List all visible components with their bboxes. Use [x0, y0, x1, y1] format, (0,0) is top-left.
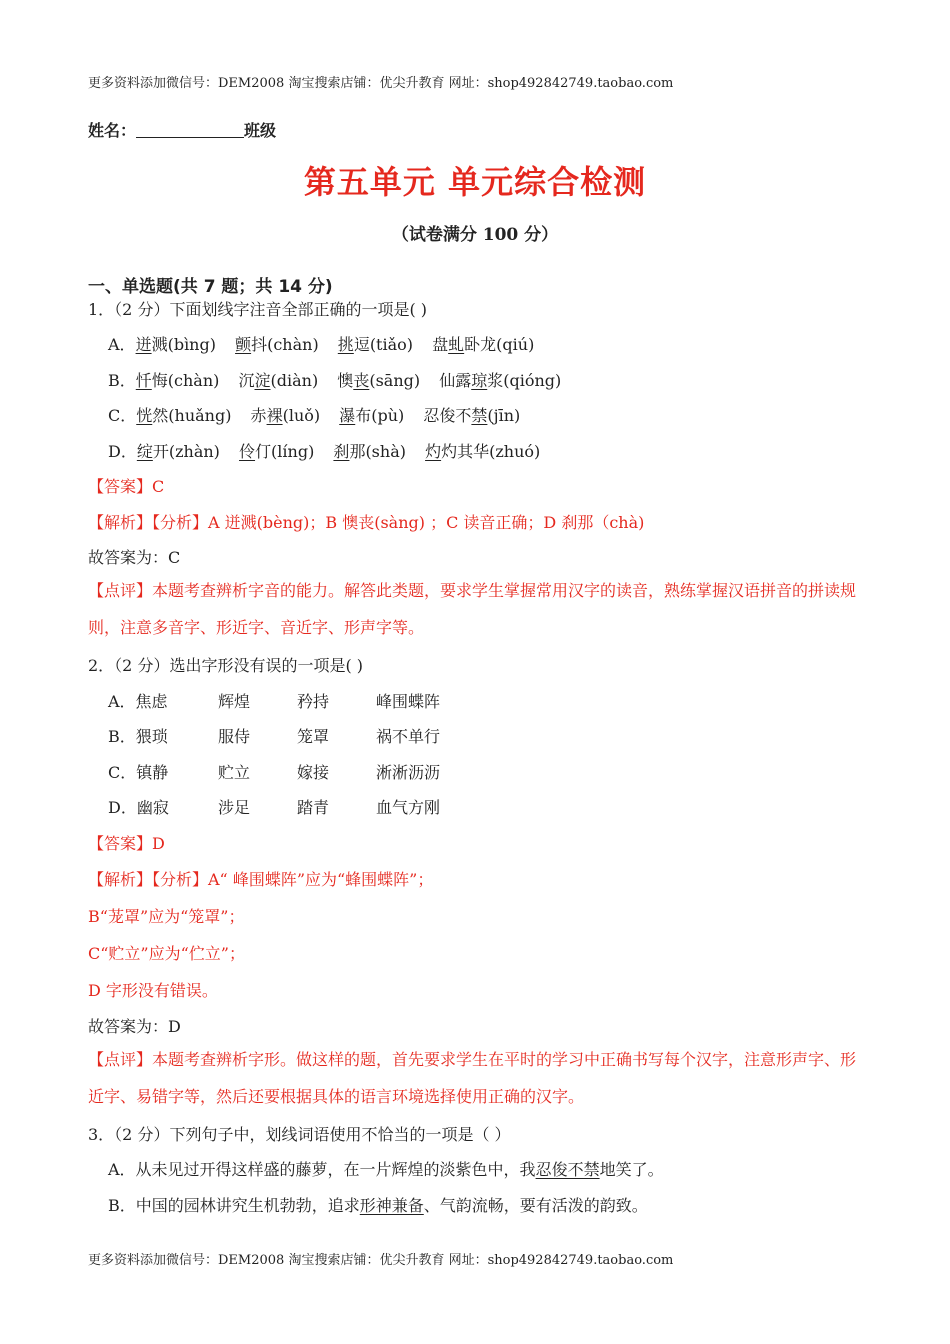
page-footer: 更多资料添加微信号：DEM2008 淘宝搜索店铺：优尖升教育 网址：shop492842749.taobao.com	[88, 1253, 674, 1268]
name-blank	[136, 123, 244, 138]
q1-option-d: D．绽开(zhàn) 伶仃(líng) 刹那(shà) 灼灼其华(zhuó)	[108, 442, 541, 461]
q1-answer: 【答案】C	[88, 477, 165, 496]
q1-analysis: 【解析】【分析】A 迸溅(bèng)；B 懊丧(sàng) ；C 读音正确；D 刹那（chà)	[88, 513, 645, 532]
q2-stem: 2．（2 分）选出字形没有误的一项是( )	[88, 656, 364, 675]
class-label: 班级	[244, 121, 277, 140]
name-field	[88, 118, 276, 141]
q1-conclusion: 故答案为：C	[88, 548, 181, 567]
page-subtitle: （试卷满分 100 分）	[391, 225, 559, 245]
q1-option-a: A．迸溅(bìng) 颤抖(chàn) 挑逗(tiǎo) 盘虬卧龙(qiú)	[108, 335, 535, 354]
q2-answer: 【答案】D	[88, 834, 165, 853]
q2-analysis: 【解析】【分析】A“ 峰围蝶阵”应为“蜂围蝶阵”；	[88, 870, 434, 889]
q2-conclusion: 故答案为：D	[88, 1017, 181, 1036]
q1-stem: 1．（2 分）下面划线字注音全部正确的一项是( )	[88, 300, 428, 319]
q2-comment: 【点评】本题考查辨析字形。做这样的题，首先要求学生在平时的学习中正确书写每个汉字，注意形声字、形近字、易错字等，然后还要根据具体的语言环境选择使用正确的汉字。	[88, 1050, 857, 1106]
q3-option-b: B．中国的园林讲究生机勃勃，追求形神兼备、气韵流畅，要有活泼的韵致。	[108, 1196, 648, 1215]
section-heading: 一、单选题(共 7 题；共 14 分)	[88, 277, 333, 297]
q1-comment: 【点评】本题考查辨析字音的能力。解答此类题，要求学生掌握常用汉字的读音，熟练掌握汉语拼音的拼读规则，注意多音字、形近字、音近字、形声字等。	[88, 581, 857, 637]
q2-note-d: D 字形没有错误。	[88, 981, 218, 1000]
q1-option-c: C．恍然(huǎng) 赤裸(luǒ) 瀑布(pù) 忍俊不禁(jīn)	[108, 406, 521, 425]
page-header: 更多资料添加微信号：DEM2008 淘宝搜索店铺：优尖升教育 网址：shop492842749.taobao.com	[88, 76, 674, 91]
name-label: 姓名：	[88, 121, 137, 140]
q3-option-a: A．从未见过开得这样盛的藤萝，在一片辉煌的淡紫色中，我忍俊不禁地笑了。	[108, 1160, 664, 1179]
q3-stem: 3．（2 分）下列句子中，划线词语使用不恰当的一项是（ ）	[88, 1125, 511, 1144]
q2-note-c: C“贮立”应为“伫立”；	[88, 944, 245, 963]
q1-option-b: B．忏悔(chàn) 沉淀(diàn) 懊丧(sāng) 仙露琼浆(qióng)	[108, 371, 562, 390]
q2-note-b: B“茏罩”应为“笼罩”；	[88, 907, 245, 926]
page-title: 第五单元 单元综合检测	[303, 163, 647, 201]
